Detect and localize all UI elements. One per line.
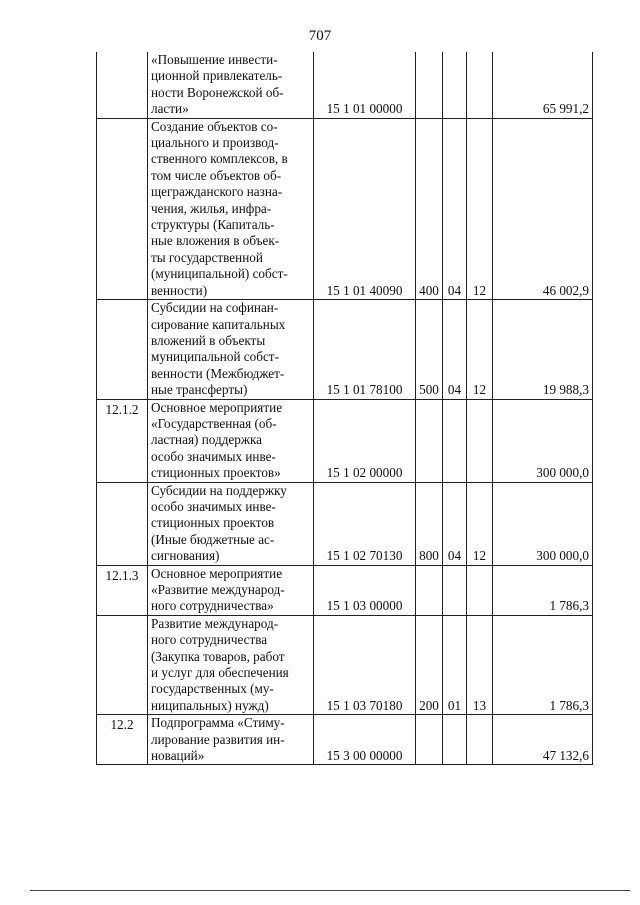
table-row	[97, 565, 593, 615]
row-pr	[467, 565, 493, 615]
table-row	[97, 118, 593, 299]
row-name: «Повышение инвести- ционной привлекатель- ности Воронежской об- ласти»	[148, 52, 314, 118]
row-amount: 1 786,3	[493, 615, 593, 714]
row-code: 15 1 03 70180	[314, 615, 416, 714]
row-code: 15 1 02 00000	[314, 399, 416, 482]
budget-table	[96, 52, 593, 765]
row-rz	[443, 565, 467, 615]
row-code: 15 3 00 00000	[314, 715, 416, 765]
row-pr	[467, 399, 493, 482]
row-vr	[416, 565, 443, 615]
row-name: Подпрограмма «Стиму- лирование развития ин- новаций»	[148, 715, 314, 765]
row-rz: 01	[443, 615, 467, 714]
row-code: 15 1 01 78100	[314, 300, 416, 399]
row-pr: 12	[467, 482, 493, 565]
row-code: 15 1 02 70130	[314, 482, 416, 565]
row-code: 15 1 03 00000	[314, 565, 416, 615]
table-row	[97, 399, 593, 482]
row-number: 12.2	[97, 715, 148, 765]
row-pr: 12	[467, 118, 493, 299]
row-name: Основное мероприятие «Развитие международ- ного сотрудничества»	[148, 565, 314, 615]
row-vr: 500	[416, 300, 443, 399]
row-pr	[467, 52, 493, 118]
row-vr: 800	[416, 482, 443, 565]
row-rz: 04	[443, 482, 467, 565]
row-pr: 12	[467, 300, 493, 399]
row-code: 15 1 01 00000	[314, 52, 416, 118]
row-number: 12.1.3	[97, 565, 148, 615]
row-amount: 47 132,6	[493, 715, 593, 765]
row-amount: 65 991,2	[493, 52, 593, 118]
table-row	[97, 482, 593, 565]
table-row	[97, 715, 593, 765]
row-number	[97, 482, 148, 565]
row-number	[97, 52, 148, 118]
row-vr	[416, 399, 443, 482]
row-code: 15 1 01 40090	[314, 118, 416, 299]
row-rz	[443, 715, 467, 765]
row-vr: 200	[416, 615, 443, 714]
row-number: 12.1.2	[97, 399, 148, 482]
row-name: Развитие международ- ного сотрудничества (Закупка товаров, работ и услуг для обеспечения государственных (му- ниципальных) нужд)	[148, 615, 314, 714]
row-number	[97, 300, 148, 399]
table-row	[97, 52, 593, 118]
page-bottom-rule	[30, 890, 630, 891]
row-amount: 1 786,3	[493, 565, 593, 615]
row-pr: 13	[467, 615, 493, 714]
table-body	[97, 52, 593, 765]
row-rz	[443, 399, 467, 482]
row-vr: 400	[416, 118, 443, 299]
row-rz	[443, 52, 467, 118]
row-name: Субсидии на поддержку особо значимых инве- стиционных проектов (Иные бюджетные ас- сигнования)	[148, 482, 314, 565]
row-name: Основное мероприятие «Государственная (об- ластная) поддержка особо значимых инве- стиционных проектов»	[148, 399, 314, 482]
row-vr	[416, 52, 443, 118]
row-number	[97, 615, 148, 714]
row-amount: 19 988,3	[493, 300, 593, 399]
row-amount: 46 002,9	[493, 118, 593, 299]
page-number: 707	[308, 28, 332, 44]
table-row	[97, 300, 593, 399]
row-pr	[467, 715, 493, 765]
row-rz: 04	[443, 300, 467, 399]
table-row	[97, 615, 593, 714]
row-amount: 300 000,0	[493, 482, 593, 565]
row-number	[97, 118, 148, 299]
row-vr	[416, 715, 443, 765]
row-name: Субсидии на софинан- сирование капитальных вложений в объекты муниципальной собст- венности (Межбюджет- ные трансферты)	[148, 300, 314, 399]
row-name: Создание объектов со- циального и производ- ственного комплексов, в том числе объектов об- щегражданского назна- чения, жилья, инфра- структуры (Капиталь- ные вложения в объек- ты государственной (муниципальной) собст- венности)	[148, 118, 314, 299]
row-rz: 04	[443, 118, 467, 299]
row-amount: 300 000,0	[493, 399, 593, 482]
